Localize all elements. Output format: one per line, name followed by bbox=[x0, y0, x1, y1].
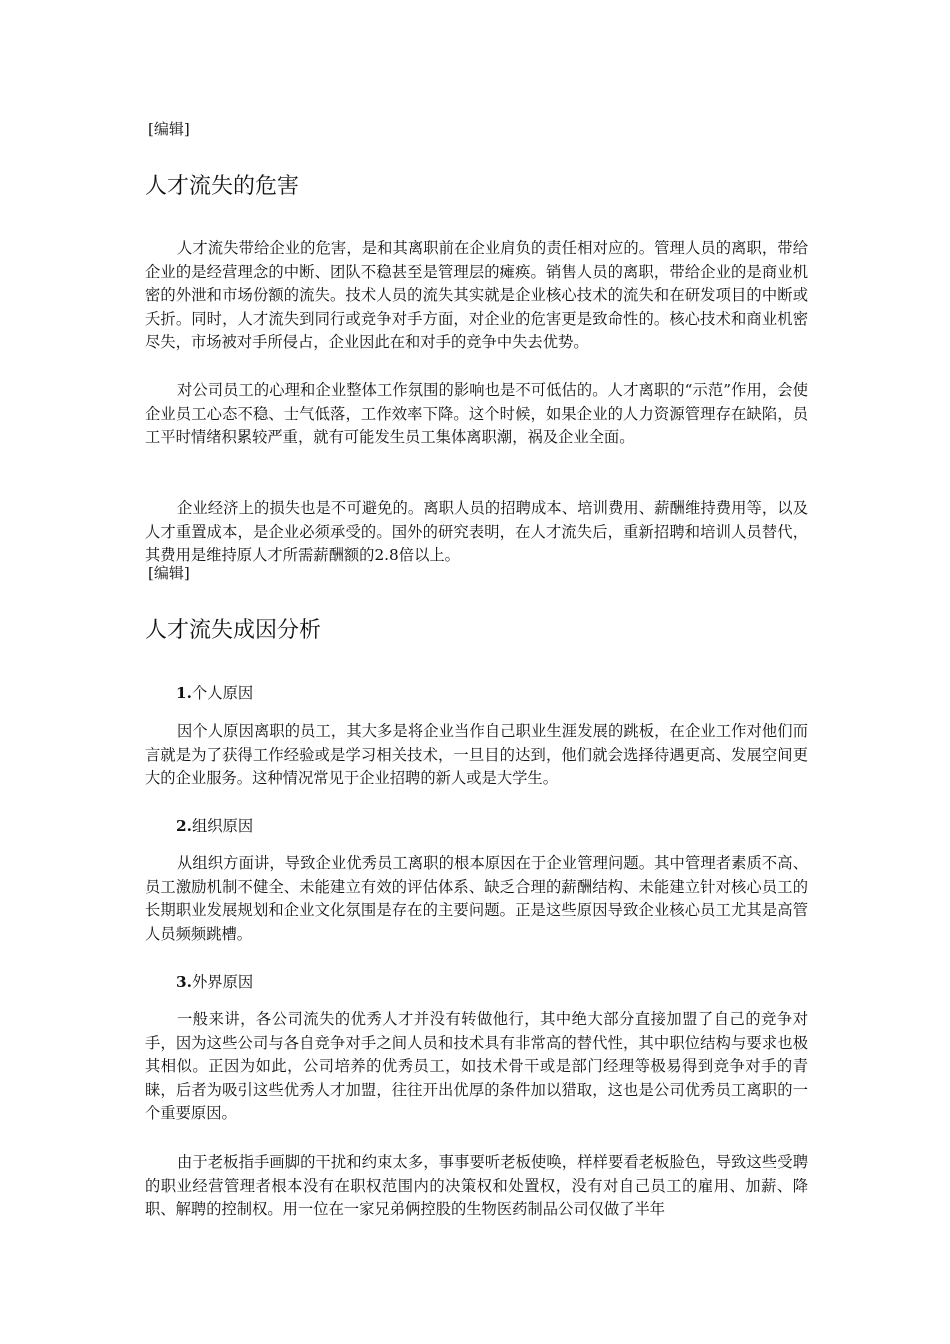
edit-link[interactable]: [编辑] bbox=[148, 120, 190, 138]
edit-link[interactable]: [编辑] bbox=[148, 564, 190, 582]
subsection-heading bbox=[176, 815, 253, 837]
subsection-number: 1. bbox=[176, 684, 192, 702]
paragraph: 一般来讲，各公司流失的优秀人才并没有转做他行，其中绝大部分直接加盟了自己的竞争对手，因为这些公司与各自竞争对手之间人员和技术具有非常高的替代性，其中职位结构与要求也极其相似。正因为如此，公司培养的优秀员工，如技术骨干或是部门经理等极易得到竞争对手的青睐，后者为吸引这些优秀人才加盟，往往开出优厚的条件加以猎取，这也是公司优秀员工离职的一个重要原因。 bbox=[145, 1010, 808, 1123]
paragraph: 因个人原因离职的员工，其大多是将企业当作自己职业生涯发展的跳板，在企业工作对他们而言就是为了获得工作经验或是学习相关技术，一旦目的达到，他们就会选择待遇更高、发展空间更大的企业服务。这种情况常见于企业招聘的新人或是大学生。 bbox=[145, 722, 808, 788]
paragraph: 对公司员工的心理和企业整体工作氛围的影响也是不可低估的。人才离职的“示范”作用，会使企业员工心态不稳、士气低落，工作效率下降。这个时候，如果企业的人力资源管理存在缺陷，员工平时情绪积累较严重，就有可能发生员工集体离职潮，祸及企业全面。 bbox=[145, 381, 808, 447]
subsection-title: 个人原因 bbox=[191, 684, 254, 702]
section-heading-talent-loss-harm: 人才流失的危害 bbox=[145, 174, 300, 199]
subsection-heading bbox=[176, 971, 253, 993]
paragraph: 由于老板指手画脚的干扰和约束太多，事事要听老板使唤，样样要看老板脸色，导致这些受聘的职业经营管理者根本没有在职权范围内的决策权和处置权，没有对自己员工的雇用、加薪、降职、解聘的控制权。用一位在一家兄弟俩控股的生物医药制品公司仅做了半年 bbox=[145, 1153, 808, 1219]
subsection-number: 3. bbox=[176, 973, 192, 991]
subsection-title: 外界原因 bbox=[191, 973, 254, 991]
subsection-title: 组织原因 bbox=[191, 817, 254, 835]
paragraph: 企业经济上的损失也是不可避免的。离职人员的招聘成本、培训费用、薪酬维持费用等，以及人才重置成本，是企业必须承受的。国外的研究表明，在人才流失后，重新招聘和培训人员替代，其费用是维持原人才所需薪酬额的2.8倍以上。 bbox=[145, 499, 808, 565]
subsection-number: 2. bbox=[176, 817, 192, 835]
subsection-heading bbox=[176, 682, 253, 704]
section-heading-cause-analysis: 人才流失成因分析 bbox=[145, 618, 322, 643]
paragraph: 从组织方面讲，导致企业优秀员工离职的根本原因在于企业管理问题。其中管理者素质不高、员工激励机制不健全、未能建立有效的评估体系、缺乏合理的薪酬结构、未能建立针对核心员工的长期职业发展规划和企业文化氛围是存在的主要问题。正是这些原因导致企业核心员工尤其是高管人员频频跳槽。 bbox=[145, 854, 808, 943]
paragraph: 人才流失带给企业的危害，是和其离职前在企业肩负的责任相对应的。管理人员的离职，带给企业的是经营理念的中断、团队不稳甚至是管理层的瘫痪。销售人员的离职，带给企业的是商业机密的外泄和市场份额的流失。技术人员的流失其实就是企业核心技术的流失和在研发项目的中断或夭折。同时，人才流失到同行或竞争对手方面，对企业的危害更是致命性的。核心技术和商业机密尽失，市场被对手所侵占，企业因此在和对手的竞争中失去优势。 bbox=[145, 239, 808, 352]
